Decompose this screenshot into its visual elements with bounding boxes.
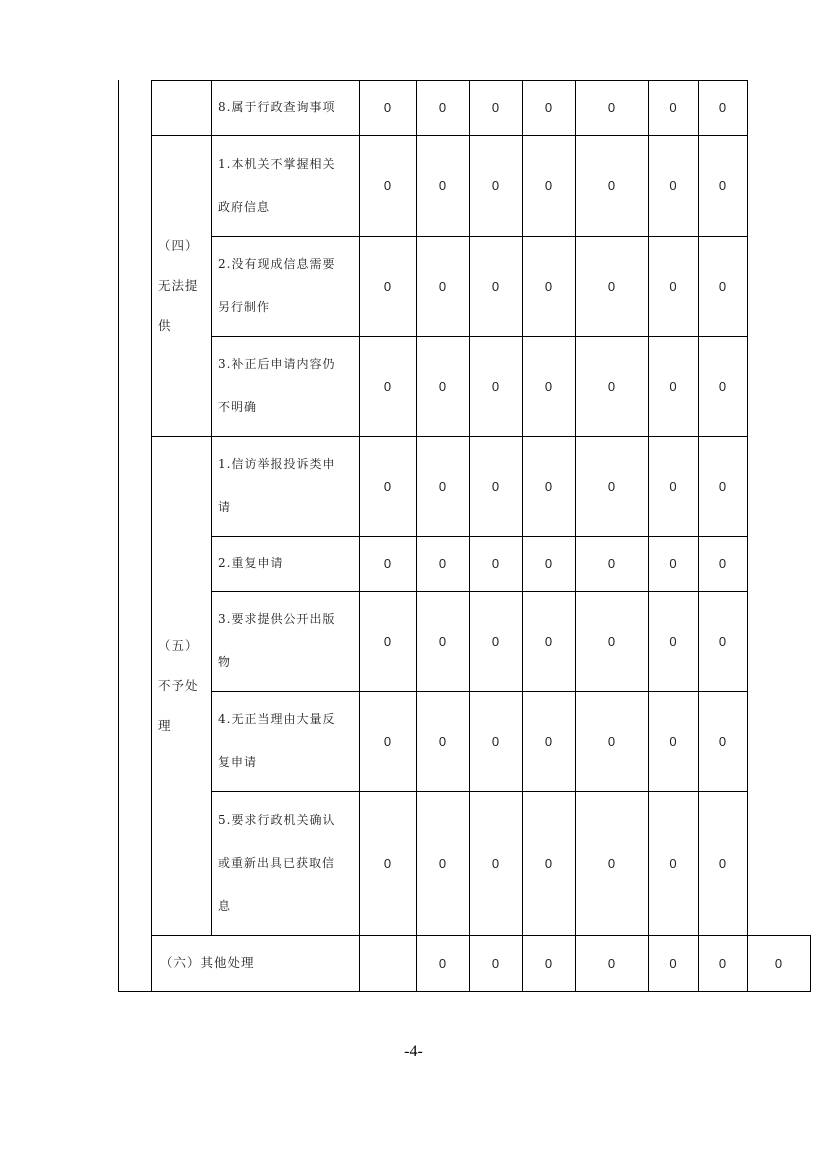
value-cell: 0 bbox=[607, 278, 616, 294]
row-label bbox=[218, 598, 335, 684]
table-border-left bbox=[118, 80, 119, 991]
other-value-cell: 0 bbox=[669, 955, 677, 971]
category-line: 不予处 bbox=[158, 677, 199, 693]
value-cell: 0 bbox=[544, 633, 553, 649]
value-cell: 0 bbox=[669, 733, 677, 749]
row-label-line: 复申请 bbox=[218, 755, 258, 769]
value-cell: 0 bbox=[491, 178, 500, 193]
col-line-label bbox=[211, 80, 212, 935]
row-label-line: 8.属于行政查询事项 bbox=[218, 100, 336, 114]
table-border-left-inner bbox=[151, 80, 152, 991]
value-cell: 0 bbox=[669, 478, 677, 494]
value-cell: 0 bbox=[383, 100, 392, 115]
other-value-cell: 0 bbox=[544, 955, 553, 971]
row-label-line: 政府信息 bbox=[218, 199, 271, 214]
value-cell: 0 bbox=[669, 378, 677, 394]
row-label-line: 物 bbox=[218, 655, 232, 669]
value-cell: 0 bbox=[718, 178, 727, 193]
value-cell: 0 bbox=[383, 278, 392, 294]
other-value-cell: 0 bbox=[438, 955, 447, 971]
value-cell: 0 bbox=[438, 733, 447, 749]
row-label-line: 或重新出具已获取信 bbox=[218, 855, 336, 870]
value-cell: 0 bbox=[607, 100, 616, 115]
row-label-line: 3.要求提供公开出版 bbox=[218, 612, 336, 626]
value-cell: 0 bbox=[718, 378, 727, 394]
value-cell: 0 bbox=[491, 633, 500, 649]
value-cell: 0 bbox=[607, 633, 616, 649]
value-cell: 0 bbox=[544, 278, 553, 294]
value-cell: 0 bbox=[669, 278, 677, 294]
value-cell: 0 bbox=[383, 178, 392, 193]
row-label-line: 息 bbox=[218, 898, 232, 913]
value-cell: 0 bbox=[718, 278, 727, 294]
value-cell: 0 bbox=[607, 178, 616, 193]
value-cell: 0 bbox=[438, 378, 447, 394]
value-cell: 0 bbox=[718, 733, 727, 749]
value-cell: 0 bbox=[491, 556, 500, 571]
row-label-line: 不明确 bbox=[218, 400, 258, 414]
value-cell: 0 bbox=[607, 855, 616, 871]
value-cell: 0 bbox=[718, 556, 727, 571]
value-cell: 0 bbox=[383, 478, 392, 494]
value-cell: 0 bbox=[438, 478, 447, 494]
value-cell: 0 bbox=[669, 633, 677, 649]
row-label bbox=[218, 443, 335, 529]
value-cell: 0 bbox=[607, 556, 616, 571]
value-cell: 0 bbox=[544, 378, 553, 394]
row-label bbox=[218, 86, 335, 129]
other-value-cell: 0 bbox=[718, 955, 727, 971]
value-cell: 0 bbox=[383, 855, 392, 871]
value-cell: 0 bbox=[544, 733, 553, 749]
value-cell: 0 bbox=[544, 855, 553, 871]
row-label bbox=[218, 343, 335, 429]
other-value-cell: 0 bbox=[491, 955, 500, 971]
value-cell: 0 bbox=[438, 100, 447, 115]
value-cell: 0 bbox=[718, 855, 727, 871]
value-cell: 0 bbox=[544, 556, 553, 571]
category-line: （四） bbox=[158, 237, 199, 253]
value-cell: 0 bbox=[718, 633, 727, 649]
value-cell: 0 bbox=[438, 178, 447, 193]
value-cell: 0 bbox=[544, 478, 553, 494]
value-cell: 0 bbox=[491, 100, 500, 115]
category-line: 理 bbox=[158, 717, 172, 733]
row-label-line: 3.补正后申请内容仍 bbox=[218, 357, 336, 371]
row-label-line: 1.本机关不掌握相关 bbox=[218, 156, 336, 171]
value-cell: 0 bbox=[383, 733, 392, 749]
category-label bbox=[158, 626, 199, 746]
col-line-other bbox=[810, 935, 811, 991]
row-label-line: 请 bbox=[218, 500, 232, 514]
col-line bbox=[747, 80, 748, 935]
value-cell: 0 bbox=[491, 733, 500, 749]
value-cell: 0 bbox=[438, 556, 447, 571]
category-line: 无法提 bbox=[158, 277, 199, 293]
value-cell: 0 bbox=[669, 100, 677, 115]
value-cell: 0 bbox=[491, 478, 500, 494]
row-label-line: 5.要求行政机关确认 bbox=[218, 812, 336, 827]
value-cell: 0 bbox=[438, 855, 447, 871]
row-label bbox=[218, 542, 283, 585]
category-label bbox=[158, 226, 199, 346]
other-value-cell: 0 bbox=[607, 955, 616, 971]
row-label-line: 2.重复申请 bbox=[218, 556, 284, 570]
other-value-cell: 0 bbox=[774, 955, 783, 971]
value-cell: 0 bbox=[544, 100, 553, 115]
value-cell: 0 bbox=[491, 855, 500, 871]
value-cell: 0 bbox=[438, 633, 447, 649]
other-row-label: （六）其他处理 bbox=[160, 955, 255, 970]
row-label-line: 另行制作 bbox=[218, 300, 271, 314]
value-cell: 0 bbox=[607, 733, 616, 749]
other-value-cell bbox=[359, 935, 416, 991]
row-label-line: 2.没有现成信息需要 bbox=[218, 257, 336, 271]
value-cell: 0 bbox=[544, 178, 553, 193]
value-cell: 0 bbox=[718, 478, 727, 494]
row-label bbox=[218, 698, 335, 784]
value-cell: 0 bbox=[718, 100, 727, 115]
row-label bbox=[218, 143, 335, 229]
value-cell: 0 bbox=[669, 556, 677, 571]
category-line: （五） bbox=[158, 637, 199, 653]
value-cell: 0 bbox=[491, 278, 500, 294]
value-cell: 0 bbox=[383, 378, 392, 394]
category-line: 供 bbox=[158, 317, 172, 333]
value-cell: 0 bbox=[438, 278, 447, 294]
value-cell: 0 bbox=[383, 633, 392, 649]
value-cell: 0 bbox=[669, 178, 677, 193]
value-cell: 0 bbox=[607, 478, 616, 494]
value-cell: 0 bbox=[383, 556, 392, 571]
value-cell: 0 bbox=[491, 378, 500, 394]
value-cell: 0 bbox=[669, 855, 677, 871]
row-label bbox=[218, 799, 335, 928]
value-cell: 0 bbox=[607, 378, 616, 394]
row-label bbox=[218, 243, 335, 329]
row-label-line: 1.信访举报投诉类申 bbox=[218, 457, 336, 471]
row-label-line: 4.无正当理由大量反 bbox=[218, 712, 336, 726]
page-number: -4- bbox=[404, 1043, 423, 1060]
table-border-bottom bbox=[118, 991, 811, 992]
